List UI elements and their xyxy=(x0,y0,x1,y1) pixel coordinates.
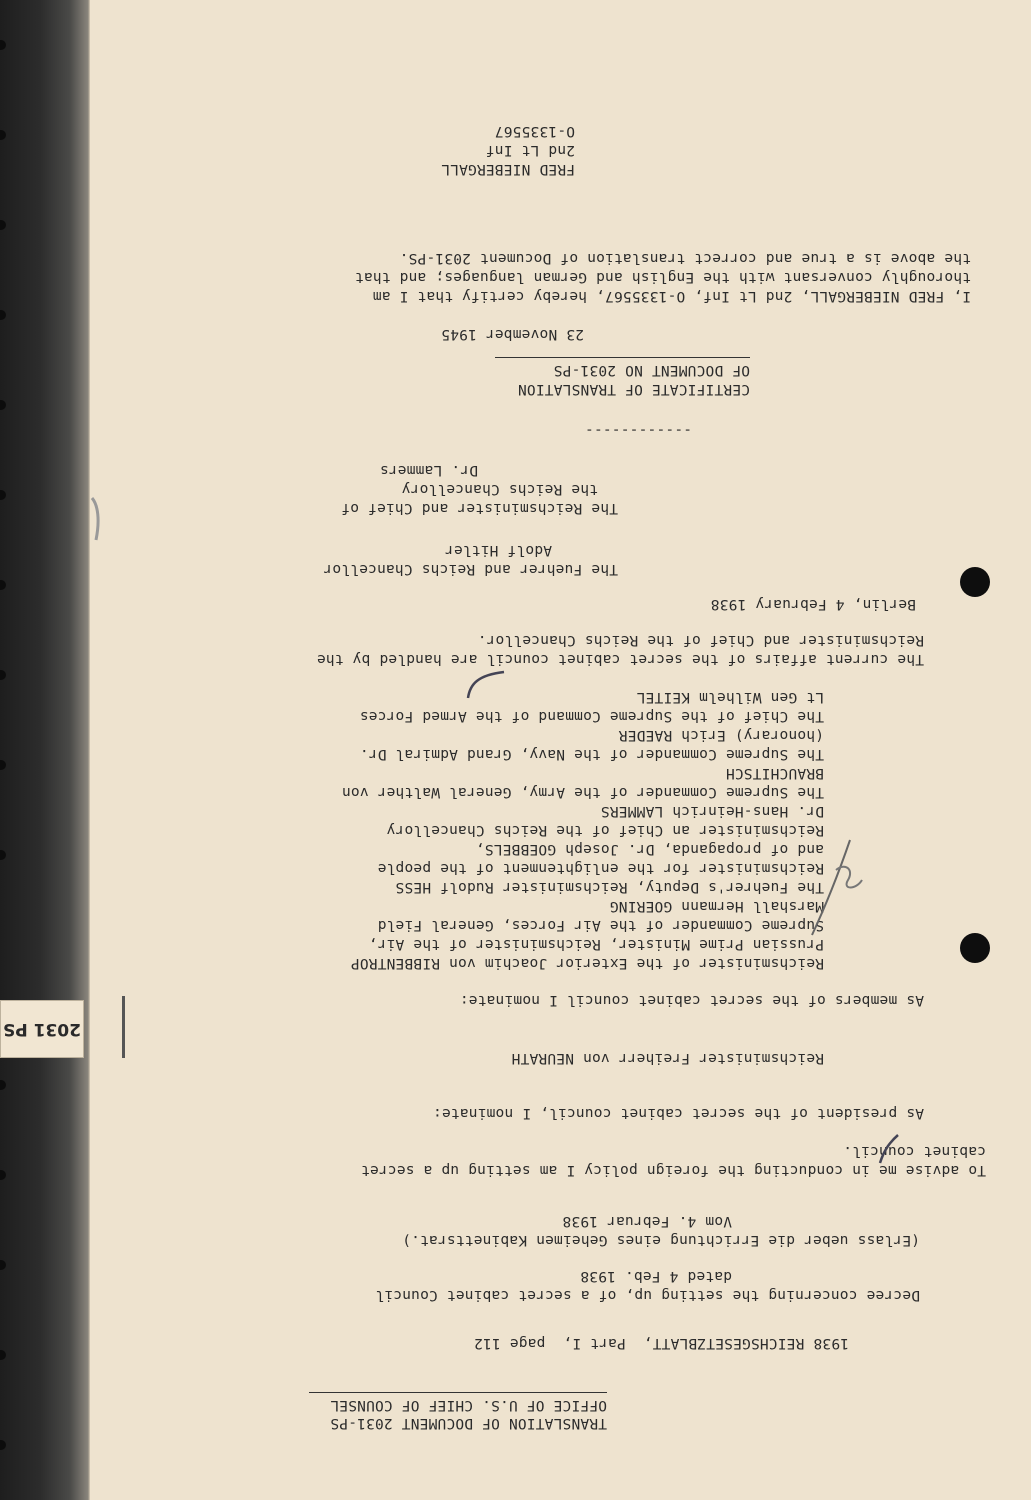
separator: ------------ xyxy=(584,422,692,438)
chief-office: the Reichs Chancellory xyxy=(401,481,598,497)
member-line: BRAUCHITSCH xyxy=(725,765,824,781)
fuehrer-title: The Fuehrer and Reichs Chancellor xyxy=(323,561,618,577)
president-name: Reichsminister Freiherr von NEURATH xyxy=(511,1050,824,1066)
certificate-title: CERTIFICATE OF TRANSLATION xyxy=(517,381,750,397)
member-line: (honorary) Erich RAEDER xyxy=(618,727,824,743)
certificate-subtitle: OF DOCUMENT NO 2031-PS xyxy=(553,362,750,378)
translator-rank: 2nd Lt Inf xyxy=(485,142,575,158)
document-tab-label: 2031 PS xyxy=(3,1019,81,1039)
decree-title: Decree concerning the setting up, of a secret cabinet Council xyxy=(375,1287,920,1303)
paragraph-1-line-2: cabinet council. xyxy=(843,1143,986,1159)
paragraph-members: As members of the secret cabinet council I nominate: xyxy=(459,992,924,1008)
member-line: The Supreme Commander of the Navy, Grand Admiral Dr. xyxy=(359,746,824,762)
paragraph-1-line-1: To advise me in conducting the foreign policy I am setting up a secret xyxy=(360,1162,986,1178)
fuehrer-name: Adolf Hitler xyxy=(444,542,552,558)
member-line: Reichsminister for the enlightenment of the people xyxy=(377,860,824,876)
member-line: The Chief of the Supreme Command of the Armed Forces xyxy=(359,708,824,724)
paragraph-affairs-line-1: The current affairs of the secret cabinet council are handled by the xyxy=(316,651,924,667)
translator-name: FRED NIEBERGALL xyxy=(441,161,575,177)
member-line: Supreme Commander of the Air Forces, General Field xyxy=(377,917,824,933)
certificate-text-line-2: thoroughly conversant with the English and German languages; and that xyxy=(354,269,971,285)
certificate-text-line-1: I, FRED NIEBERGALL, 2nd Lt Inf, O-1335567, hereby certify that I am xyxy=(372,288,971,304)
signature-place-date: Berlin, 4 February 1938 xyxy=(710,596,916,612)
pencil-checkmark xyxy=(880,1135,898,1163)
decree-german-title: (Erlass ueber die Errichtung eines Geheimen Kabinettsrat.) xyxy=(402,1232,920,1248)
paragraph-president: As president of the secret cabinet council, I nominate: xyxy=(432,1105,924,1121)
member-line: Reichsminister of the Exterior Joachim von RIBBENTROP xyxy=(350,955,824,971)
certificate-date: 23 November 1945 xyxy=(441,326,584,342)
pencil-mark xyxy=(812,840,850,935)
header-office: OFFICE OF U.S. CHIEF OF COUNSEL xyxy=(330,1397,607,1413)
header-title: TRANSLATION OF DOCUMENT 2031-PS xyxy=(330,1415,607,1431)
paragraph-affairs-line-2: Reichsminister and Chief of the Reichs Chancellor. xyxy=(477,632,924,648)
member-line: Dr. Hans-Heinrich LAMMERS xyxy=(600,803,824,819)
source-reference: 1938 REICHSGESETZBLATT, Part I, page 112 xyxy=(473,1335,849,1351)
member-line: Prussian Prime Minister, Reichsminister of the Air, xyxy=(368,936,824,952)
member-line: and of propaganda, Dr. Joseph GOEBBELS, xyxy=(475,841,824,857)
decree-date: dated 4 Feb. 1938 xyxy=(580,1268,732,1284)
pencil-mark xyxy=(92,498,98,540)
member-line: Marshall Hermann GOERING xyxy=(609,898,824,914)
chief-title: The Reichsminister and Chief of xyxy=(341,500,618,516)
member-line: Reichsminister an Chief of the Reichs Chancellory xyxy=(386,822,824,838)
member-line: Lt Gen Wilhelm KEITEL xyxy=(636,689,824,705)
member-line: The Fuehrer's Deputy, Reichsminister Rudolf HESS xyxy=(395,879,824,895)
certificate-text-line-3: the above is a true and correct translation of Document 2031-PS. xyxy=(399,250,971,266)
translator-serial: O-1335567 xyxy=(494,123,575,139)
chief-name: Dr. Lammers xyxy=(379,462,478,478)
pencil-checkmark xyxy=(468,672,504,698)
decree-german-date: Vom 4. Februar 1938 xyxy=(562,1213,732,1229)
member-line: The Supreme Commander of the Army, General Walther von xyxy=(341,784,824,800)
